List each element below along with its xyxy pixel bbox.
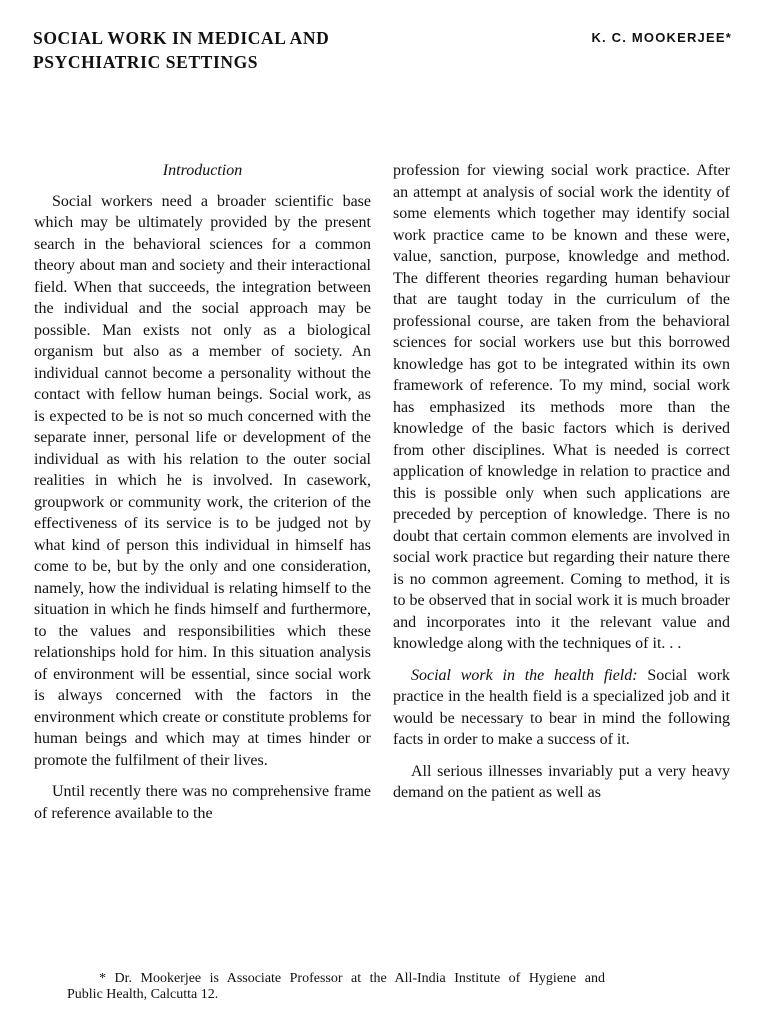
paragraph-text: Social work practice in the health field is a specialized job and it would be necessary to bear in mind the following facts in order to make a success of it. [393, 666, 731, 748]
left-column [34, 160, 371, 824]
inline-subheading: Social work in the health field: [411, 666, 638, 684]
paragraph: Until recently there was no comprehensive frame of reference available to the [34, 783, 371, 822]
footnote-line-2: Public Health, Calcutta 12. [67, 987, 219, 1002]
author-name: K. C. MOOKERJEE* [591, 30, 732, 45]
footnote [67, 971, 707, 1003]
section-heading-introduction: Introduction [162, 162, 243, 179]
paragraph: All serious illnesses invariably put a very heavy demand on the patient as well as [393, 762, 730, 801]
right-column [393, 160, 730, 804]
paragraph: Social workers need a broader scientific base which may be ultimately provided by the present search in the behavioral sciences for a common theory about man and society and their interactional field. When that succeeds, the integration between the individual and the social approach may be possible. Man exists not only as a biological organism but also as a member of society. An individual cannot become a personality without the contact with fellow human beings. Social work, as is expected to be is not so much concerned with the separate inner, personal life or development of the individual as with his relation to the outer social realities in which he is involved. In casework, groupwork or community work, the criterion of the effectiveness of its service is to be judged not by what kind of person this individual in himself has come to be, but by the only and one consideration, namely, how the individual is relating himself to the situation in which he finds himself and furthermore, to the values and responsibilities which these relationships hold for him. In this situation analysis of environment will be essential, since social work is always concerned with the factors in the environment which create or constitute problems for human beings and which may at times hinder or promote the fulfilment of their lives. [34, 192, 371, 769]
paragraph: profession for viewing social work practice. After an attempt at analysis of social work the identity of some elements which together may identify social work practice came to be known and these were, value, sanction, purpose, knowledge and method. The different theories regarding human behaviour that are taught today in the curriculum of the professional course, are taken from the behavioral sciences for social workers use but this borrowed knowledge has got to be integrated within its own framework of reference. To my mind, social work has emphasized its methods more than the knowledge of the basic factors which is derived from other disciplines. What is needed is correct application of knowledge in relation to practice and this is possible only when such applications are preceded by perception of knowledge. There is no doubt that certain common elements are involved in social work practice but regarding their nature there is no common agreement. Coming to method, it is to be observed that in social work it is much broader and incorporates into it the relevant value and knowledge along with the techniques of it. . . [393, 162, 730, 652]
footnote-line-1: * Dr. Mookerjee is Associate Professor at the All-India Institute of Hygiene and [99, 971, 605, 986]
article-title [33, 26, 393, 74]
title-line-2: PSYCHIATRIC SETTINGS [33, 52, 259, 72]
title-line-1: SOCIAL WORK IN MEDICAL AND [33, 28, 330, 48]
paragraph [393, 665, 730, 751]
